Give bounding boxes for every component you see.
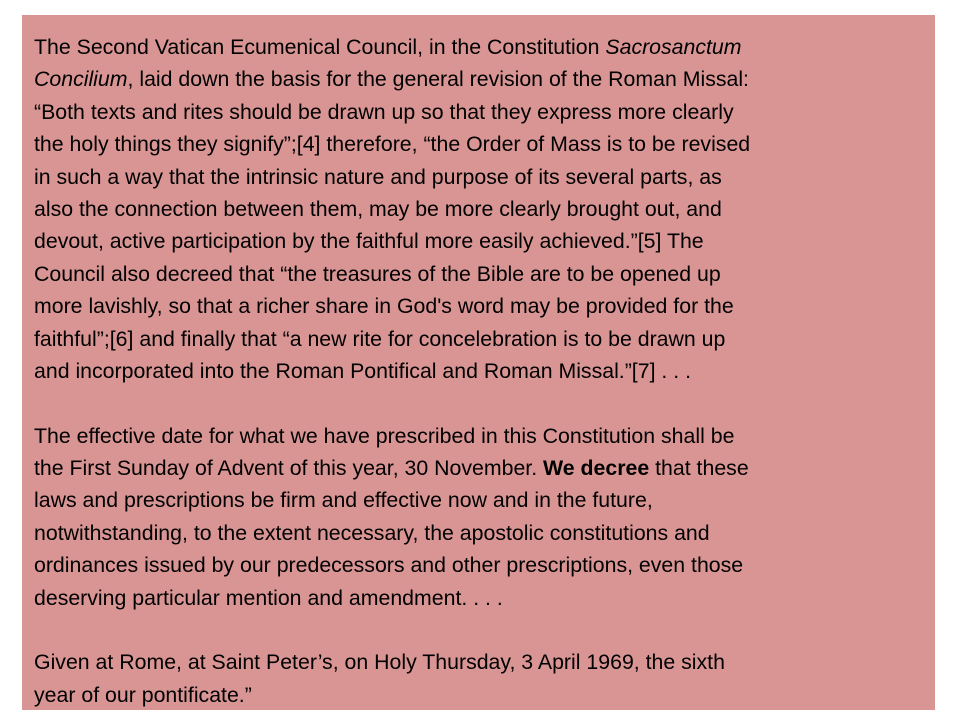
p1-line-11: and incorporated into the Roman Pontifical and Roman Missal.”[7] . . .	[34, 358, 691, 383]
p1-line-6: also the connection between them, may be more clearly brought out, and	[34, 196, 722, 221]
p1-line-2	[34, 63, 934, 95]
p1-line-7: devout, active participation by the faithful more easily achieved.”[5] The	[34, 229, 704, 254]
p2-line-4: notwithstanding, to the extent necessary, the apostolic constitutions and	[34, 520, 710, 545]
p2-l2-text-a: the First Sunday of Advent of this year, 30 November.	[34, 456, 544, 481]
p3-line-1: Given at Rome, at Saint Peter’s, on Holy Thursday, 3 April 1969, the sixth	[34, 650, 725, 675]
p2-l2-text-c: that these	[649, 456, 749, 481]
quotation-text-block	[34, 31, 934, 711]
p2-l2-bold: We decree	[543, 456, 650, 481]
p1-l2-text: , laid down the basis for the general revision of the Roman Missal:	[127, 67, 749, 92]
p1-line-4: the holy things they signify”;[4] therefore, “the Order of Mass is to be revised	[34, 132, 751, 157]
p2-line-1: The effective date for what we have prescribed in this Constitution shall be	[34, 423, 735, 448]
p1-l2-italic: Concilium	[34, 67, 128, 92]
p1-l1-text: The Second Vatican Ecumenical Council, in the Constitution	[34, 35, 606, 59]
p2-line-2	[34, 452, 934, 484]
p1-line-9: more lavishly, so that a richer share in God's word may be provided for the	[34, 294, 734, 319]
p1-line-8: Council also decreed that “the treasures of the Bible are to be opened up	[34, 261, 721, 286]
p1-line-3: “Both texts and rites should be drawn up so that they express more clearly	[34, 99, 734, 124]
p3-line-2: year of our pontificate.”	[34, 682, 252, 707]
p1-line-10: faithful”;[6] and finally that “a new rite for concelebration is to be drawn up	[34, 326, 726, 351]
p1-l1-italic: Sacrosanctum	[605, 35, 742, 59]
paragraph-gap	[34, 387, 934, 419]
p2-line-6: deserving particular mention and amendment. . . .	[34, 585, 503, 610]
p1-line-5: in such a way that the intrinsic nature and purpose of its several parts, as	[34, 164, 722, 189]
paragraph-gap	[34, 614, 934, 646]
p1-line-1	[34, 31, 934, 63]
slide-panel	[22, 15, 935, 710]
p2-line-3: laws and prescriptions be firm and effective now and in the future,	[34, 488, 653, 513]
p2-line-5: ordinances issued by our predecessors and other prescriptions, even those	[34, 553, 744, 578]
